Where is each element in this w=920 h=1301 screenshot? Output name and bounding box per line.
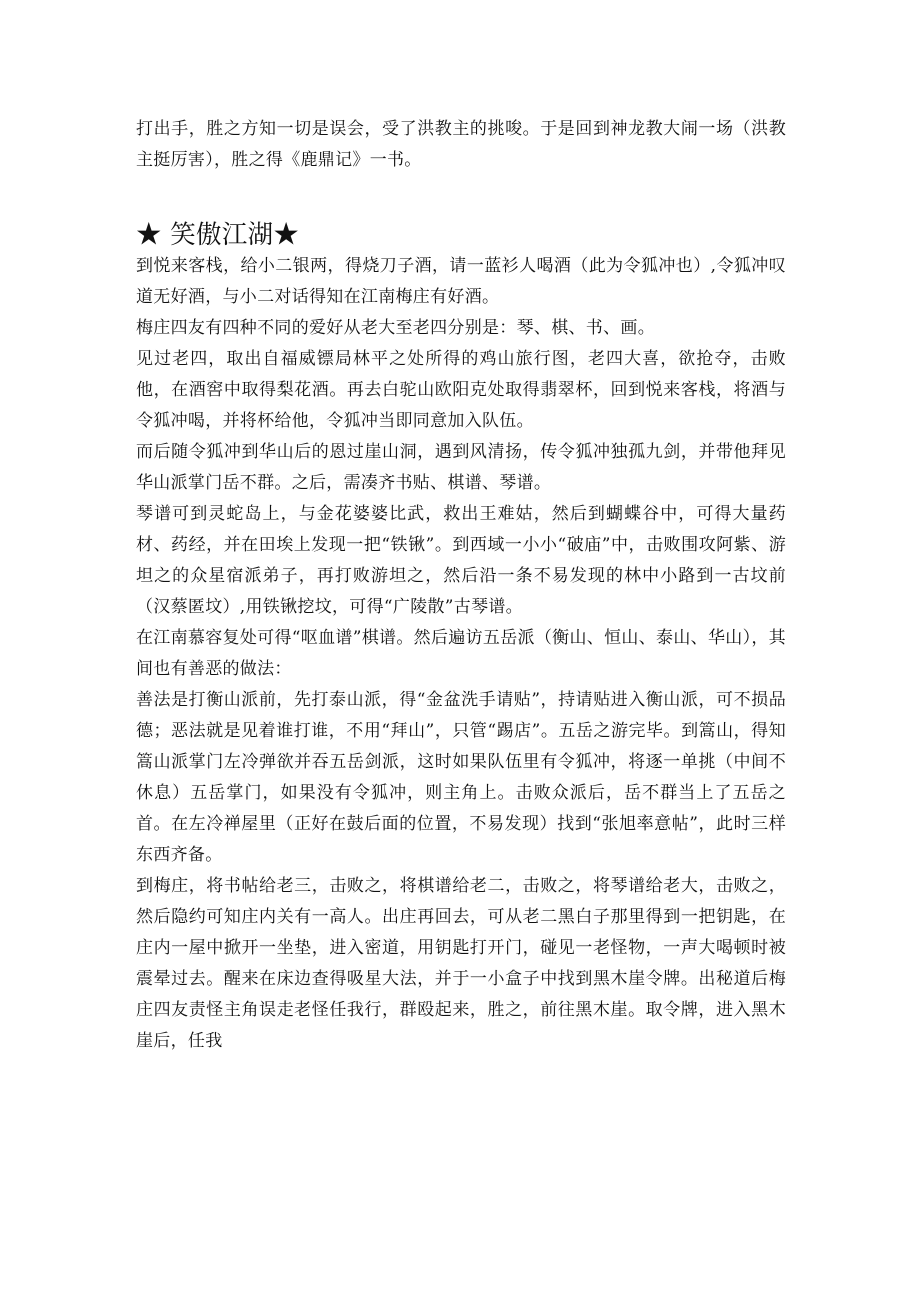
paragraph-4: 而后随令狐冲到华山后的恩过崖山洞，遇到风清扬，传令狐冲独孤九剑，并带他拜见华山派掌门岳不群。之后，需凑齐书贴、棋谱、琴谱。 xyxy=(136,442,786,493)
paragraph-3: 见过老四，取出自福威镖局林平之处所得的鸡山旅行图，老四大喜，欲抢夺，击败他，在酒窖中取得梨花酒。再去白驼山欧阳克处取得翡翠杯，回到悦来客栈，将酒与令狐冲喝，并将杯给他，令狐冲当即同意加入队伍。 xyxy=(136,349,786,431)
section-block xyxy=(136,220,786,1057)
paragraph-5: 琴谱可到灵蛇岛上，与金花婆婆比武，救出王难姑，然后到蝴蝶谷中，可得大量药材、药经，并在田埃上发现一把“铁锹”。到西域一小小“破庙”中，击败围攻阿紫、游坦之的众星宿派弟子，再打败游坦之，然后沿一条不易发现的林中小路到一古坟前（汉蔡匿坟）,用铁锹挖坟，可得“广陵散”古琴谱。 xyxy=(136,504,786,617)
intro-block xyxy=(136,114,786,176)
paragraph-2: 梅庄四友有四种不同的爱好从老大至老四分别是：琴、棋、书、画。 xyxy=(136,318,655,338)
paragraph-8: 到梅庄，将书帖给老三，击败之，将棋谱给老二，击败之，将琴谱给老大，击败之，然后隐约可知庄内关有一高人。出庄再回去，可从老二黑白子那里得到一把钥匙，在庄内一屋中掀开一坐垫，进入密道，用钥匙打开门，碰见一老怪物，一声大喝顿时被震晕过去。醒来在床边查得吸星大法，并于一小盒子中找到黑木崖令牌。出秘道后梅庄四友责怪主角误走老怪任我行，群殴起来，胜之，前往黑木崖。取令牌，进入黑木崖后，任我 xyxy=(136,876,786,1051)
intro-paragraph: 打出手，胜之方知一切是误会，受了洪教主的挑唆。于是回到神龙教大闹一场（洪教主挺厉害），胜之得《鹿鼎记》一书。 xyxy=(136,119,786,170)
paragraph-1: 到悦来客栈，给小二银两，得烧刀子酒，请一蓝衫人喝酒（此为令狐冲也）,令狐冲叹道无好酒，与小二对话得知在江南梅庄有好酒。 xyxy=(136,256,786,307)
section-heading: ★ 笑傲江湖★ xyxy=(136,220,300,250)
paragraph-6: 在江南慕容复处可得“呕血谱”棋谱。然后遍访五岳派（衡山、恒山、泰山、华山），其间也有善恶的做法： xyxy=(136,628,786,679)
paragraph-7: 善法是打衡山派前，先打泰山派，得“金盆洗手请贴”，持请贴进入衡山派，可不损品德；恶法就是见着谁打谁，不用“拜山”，只管“踢店”。五岳之游完毕。到篙山，得知篙山派掌门左冷弹欲并吞五岳剑派，这时如果队伍里有令狐冲，将逐一单挑（中间不休息）五岳掌门，如果没有令狐冲，则主角上。击败众派后，岳不群当上了五岳之首。在左冷禅屋里（正好在鼓后面的位置，不易发现）找到“张旭率意帖”，此时三样东西齐备。 xyxy=(136,690,786,865)
